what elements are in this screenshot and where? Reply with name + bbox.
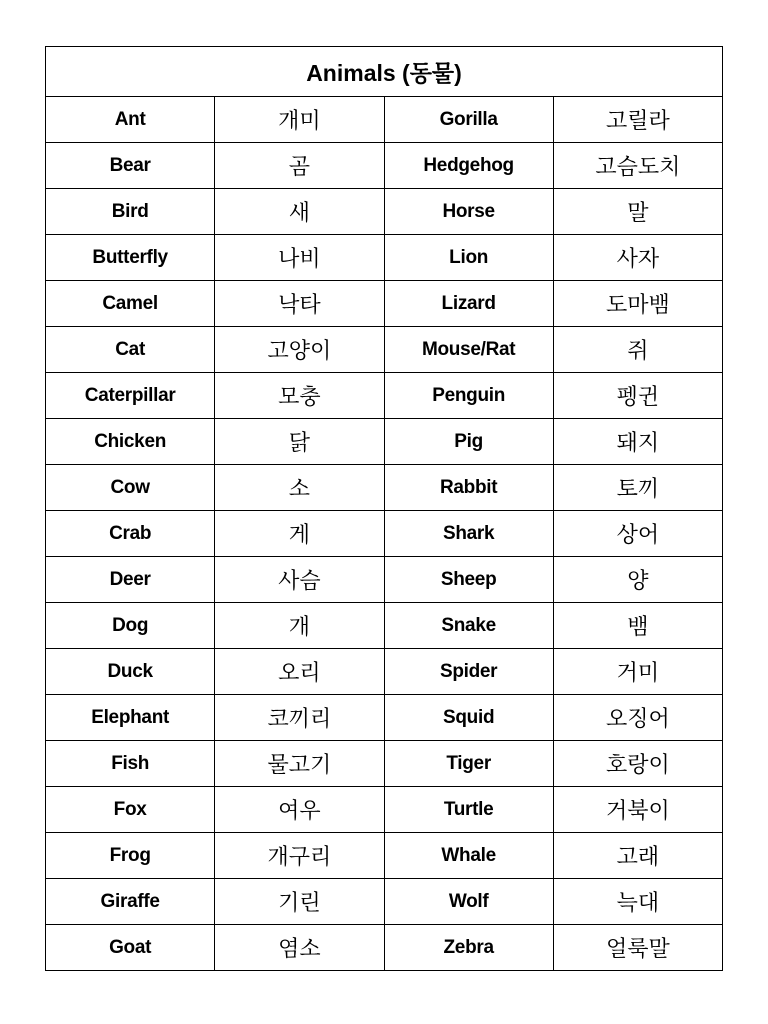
- english-word-cell: Fish: [46, 741, 215, 787]
- english-word-cell: Lizard: [384, 281, 553, 327]
- english-word-cell: Gorilla: [384, 97, 553, 143]
- korean-word-cell: 뱀: [553, 603, 722, 649]
- korean-word-cell: 여우: [215, 787, 384, 833]
- korean-word-cell: 쥐: [553, 327, 722, 373]
- table-row: [46, 465, 723, 511]
- english-word-cell: Caterpillar: [46, 373, 215, 419]
- korean-word-cell: 돼지: [553, 419, 722, 465]
- table-row: [46, 373, 723, 419]
- english-word-cell: Bird: [46, 189, 215, 235]
- english-word-cell: Squid: [384, 695, 553, 741]
- english-word-cell: Shark: [384, 511, 553, 557]
- korean-word-cell: 상어: [553, 511, 722, 557]
- english-word-cell: Crab: [46, 511, 215, 557]
- english-word-cell: Pig: [384, 419, 553, 465]
- english-word-cell: Wolf: [384, 879, 553, 925]
- english-word-cell: Mouse/Rat: [384, 327, 553, 373]
- title-row: [46, 47, 723, 97]
- korean-word-cell: 펭귄: [553, 373, 722, 419]
- english-word-cell: Zebra: [384, 925, 553, 971]
- korean-word-cell: 코끼리: [215, 695, 384, 741]
- english-word-cell: Camel: [46, 281, 215, 327]
- korean-word-cell: 모충: [215, 373, 384, 419]
- english-word-cell: Tiger: [384, 741, 553, 787]
- korean-word-cell: 오리: [215, 649, 384, 695]
- english-word-cell: Duck: [46, 649, 215, 695]
- table-row: [46, 97, 723, 143]
- english-word-cell: Snake: [384, 603, 553, 649]
- korean-word-cell: 말: [553, 189, 722, 235]
- english-word-cell: Bear: [46, 143, 215, 189]
- table-title: Animals (동물): [46, 47, 723, 97]
- korean-word-cell: 닭: [215, 419, 384, 465]
- korean-word-cell: 거미: [553, 649, 722, 695]
- english-word-cell: Giraffe: [46, 879, 215, 925]
- korean-word-cell: 개: [215, 603, 384, 649]
- korean-word-cell: 물고기: [215, 741, 384, 787]
- table-row: [46, 235, 723, 281]
- english-word-cell: Sheep: [384, 557, 553, 603]
- english-word-cell: Elephant: [46, 695, 215, 741]
- english-word-cell: Cat: [46, 327, 215, 373]
- english-word-cell: Rabbit: [384, 465, 553, 511]
- table-row: [46, 419, 723, 465]
- korean-word-cell: 곰: [215, 143, 384, 189]
- english-word-cell: Goat: [46, 925, 215, 971]
- english-word-cell: Dog: [46, 603, 215, 649]
- english-word-cell: Cow: [46, 465, 215, 511]
- korean-word-cell: 토끼: [553, 465, 722, 511]
- table-row: [46, 695, 723, 741]
- korean-word-cell: 게: [215, 511, 384, 557]
- table-row: [46, 143, 723, 189]
- korean-word-cell: 사자: [553, 235, 722, 281]
- korean-word-cell: 늑대: [553, 879, 722, 925]
- table-row: [46, 925, 723, 971]
- korean-word-cell: 오징어: [553, 695, 722, 741]
- table-row: [46, 511, 723, 557]
- table-row: [46, 741, 723, 787]
- english-word-cell: Deer: [46, 557, 215, 603]
- korean-word-cell: 개미: [215, 97, 384, 143]
- english-word-cell: Whale: [384, 833, 553, 879]
- korean-word-cell: 낙타: [215, 281, 384, 327]
- korean-word-cell: 소: [215, 465, 384, 511]
- korean-word-cell: 나비: [215, 235, 384, 281]
- english-word-cell: Ant: [46, 97, 215, 143]
- table-row: [46, 281, 723, 327]
- animals-vocabulary-table: [45, 46, 723, 971]
- english-word-cell: Fox: [46, 787, 215, 833]
- table-row: [46, 603, 723, 649]
- english-word-cell: Turtle: [384, 787, 553, 833]
- korean-word-cell: 새: [215, 189, 384, 235]
- table-row: [46, 557, 723, 603]
- korean-word-cell: 고양이: [215, 327, 384, 373]
- english-word-cell: Horse: [384, 189, 553, 235]
- table-row: [46, 879, 723, 925]
- korean-word-cell: 양: [553, 557, 722, 603]
- table-body: [46, 97, 723, 971]
- korean-word-cell: 개구리: [215, 833, 384, 879]
- english-word-cell: Penguin: [384, 373, 553, 419]
- korean-word-cell: 고래: [553, 833, 722, 879]
- english-word-cell: Butterfly: [46, 235, 215, 281]
- korean-word-cell: 사슴: [215, 557, 384, 603]
- korean-word-cell: 염소: [215, 925, 384, 971]
- table-row: [46, 649, 723, 695]
- korean-word-cell: 도마뱀: [553, 281, 722, 327]
- english-word-cell: Lion: [384, 235, 553, 281]
- korean-word-cell: 호랑이: [553, 741, 722, 787]
- korean-word-cell: 고릴라: [553, 97, 722, 143]
- table-row: [46, 189, 723, 235]
- english-word-cell: Chicken: [46, 419, 215, 465]
- english-word-cell: Spider: [384, 649, 553, 695]
- korean-word-cell: 얼룩말: [553, 925, 722, 971]
- english-word-cell: Hedgehog: [384, 143, 553, 189]
- english-word-cell: Frog: [46, 833, 215, 879]
- korean-word-cell: 기린: [215, 879, 384, 925]
- korean-word-cell: 고슴도치: [553, 143, 722, 189]
- table-row: [46, 787, 723, 833]
- table-row: [46, 327, 723, 373]
- korean-word-cell: 거북이: [553, 787, 722, 833]
- table-row: [46, 833, 723, 879]
